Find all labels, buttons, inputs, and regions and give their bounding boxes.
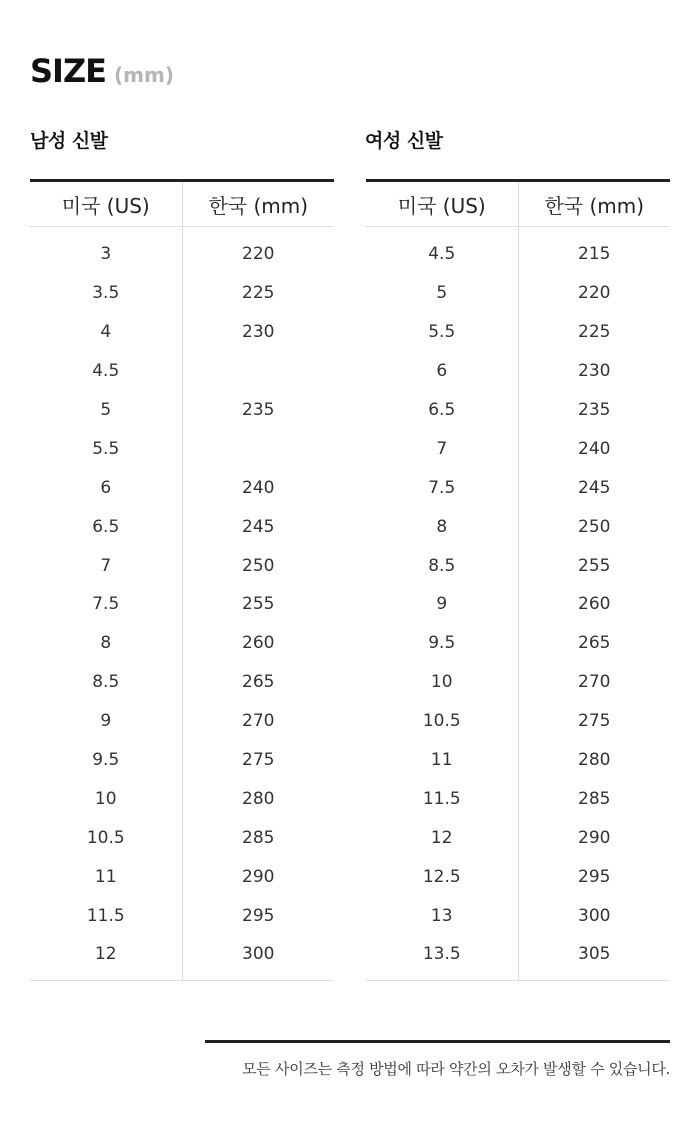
women-kr-size: 225 bbox=[578, 322, 611, 343]
women-us-size: 7.5 bbox=[366, 468, 518, 507]
men-size-row bbox=[30, 274, 334, 313]
men-us-size: 5 bbox=[30, 391, 182, 430]
men-us-size: 7.5 bbox=[30, 585, 182, 624]
women-kr-size: 270 bbox=[578, 672, 611, 693]
title-text: SIZE bbox=[30, 52, 107, 90]
men-size-row bbox=[30, 741, 334, 780]
men-us-size: 4 bbox=[30, 313, 182, 352]
men-kr-size: 250 bbox=[242, 555, 275, 576]
women-size-row bbox=[366, 585, 670, 624]
men-us-size: 3 bbox=[30, 227, 182, 274]
women-size-row bbox=[366, 741, 670, 780]
men-kr-size: 220 bbox=[242, 244, 275, 265]
women-size-row bbox=[366, 857, 670, 896]
men-size-row bbox=[30, 585, 334, 624]
men-kr-size: 260 bbox=[242, 633, 275, 654]
women-kr-size: 275 bbox=[578, 711, 611, 732]
men-kr-size: 300 bbox=[182, 935, 334, 980]
men-us-size: 10.5 bbox=[30, 818, 182, 857]
men-us-size: 6.5 bbox=[30, 507, 182, 546]
men-kr-size: 225 bbox=[242, 283, 275, 304]
women-us-size: 9 bbox=[366, 585, 518, 624]
men-col-us: 미국 (US) bbox=[30, 181, 182, 227]
women-col-us: 미국 (US) bbox=[366, 181, 518, 227]
women-us-size: 12.5 bbox=[366, 857, 518, 896]
women-kr-size: 260 bbox=[578, 594, 611, 615]
men-kr-size: 280 bbox=[242, 788, 275, 809]
women-size-row bbox=[366, 391, 670, 430]
women-size-row bbox=[366, 507, 670, 546]
women-us-size: 10.5 bbox=[366, 702, 518, 741]
men-size-table bbox=[30, 179, 334, 981]
men-size-row bbox=[30, 468, 334, 507]
men-header-row bbox=[30, 181, 334, 227]
men-kr-size: 240 bbox=[242, 477, 275, 498]
men-size-row bbox=[30, 352, 334, 391]
men-kr-size: 265 bbox=[242, 672, 275, 693]
women-kr-size: 215 bbox=[578, 244, 611, 265]
women-size-row bbox=[366, 429, 670, 468]
women-us-size: 8.5 bbox=[366, 546, 518, 585]
women-us-size: 11 bbox=[366, 741, 518, 780]
women-us-size: 5 bbox=[366, 274, 518, 313]
women-kr-size: 305 bbox=[518, 935, 670, 980]
women-kr-size: 250 bbox=[578, 516, 611, 537]
women-us-size: 10 bbox=[366, 663, 518, 702]
men-size-row bbox=[30, 663, 334, 702]
men-size-row bbox=[30, 818, 334, 857]
women-size-row bbox=[366, 896, 670, 935]
men-us-size: 7 bbox=[30, 546, 182, 585]
women-size-row bbox=[366, 352, 670, 391]
men-size-row bbox=[30, 702, 334, 741]
men-kr-size: 245 bbox=[242, 516, 275, 537]
men-kr-size: 290 bbox=[242, 866, 275, 887]
women-us-size: 13 bbox=[366, 896, 518, 935]
men-size-row bbox=[30, 779, 334, 818]
men-us-size: 5.5 bbox=[30, 429, 182, 468]
women-us-size: 6 bbox=[366, 352, 518, 391]
women-kr-size: 285 bbox=[578, 788, 611, 809]
men-size-row bbox=[30, 935, 334, 980]
men-us-size: 9 bbox=[30, 702, 182, 741]
women-size-row bbox=[366, 546, 670, 585]
men-size-row bbox=[30, 896, 334, 935]
men-us-size: 3.5 bbox=[30, 274, 182, 313]
women-us-size: 8 bbox=[366, 507, 518, 546]
women-us-size: 7 bbox=[366, 429, 518, 468]
men-us-size: 4.5 bbox=[30, 352, 182, 391]
women-us-size: 13.5 bbox=[366, 935, 518, 980]
women-size-row bbox=[366, 468, 670, 507]
women-kr-size: 240 bbox=[578, 438, 611, 459]
women-size-table bbox=[366, 179, 670, 981]
women-size-row bbox=[366, 935, 670, 980]
footnote: 모든 사이즈는 측정 방법에 따라 약간의 오차가 발생할 수 있습니다. bbox=[242, 1060, 670, 1078]
men-us-size: 9.5 bbox=[30, 741, 182, 780]
women-kr-size: 230 bbox=[578, 361, 611, 382]
women-table-body bbox=[366, 227, 670, 981]
men-us-size: 11.5 bbox=[30, 896, 182, 935]
men-size-row bbox=[30, 313, 334, 352]
men-table-body bbox=[30, 227, 334, 981]
men-col-kr: 한국 (mm) bbox=[182, 181, 334, 227]
women-header-row bbox=[366, 181, 670, 227]
men-us-size: 11 bbox=[30, 857, 182, 896]
men-size-row bbox=[30, 546, 334, 585]
men-kr-size: 295 bbox=[242, 905, 275, 926]
women-size-row bbox=[366, 274, 670, 313]
women-size-row bbox=[366, 702, 670, 741]
men-kr-size: 255 bbox=[242, 594, 275, 615]
women-kr-size: 295 bbox=[578, 866, 611, 887]
women-kr-size: 265 bbox=[578, 633, 611, 654]
men-size-row bbox=[30, 507, 334, 546]
women-size-row bbox=[366, 624, 670, 663]
women-us-size: 5.5 bbox=[366, 313, 518, 352]
women-kr-size: 245 bbox=[578, 477, 611, 498]
men-us-size: 10 bbox=[30, 779, 182, 818]
women-size-row bbox=[366, 779, 670, 818]
women-kr-size: 220 bbox=[578, 283, 611, 304]
women-size-row bbox=[366, 227, 670, 274]
men-kr-size: 275 bbox=[242, 750, 275, 771]
men-us-size: 8 bbox=[30, 624, 182, 663]
men-us-size: 8.5 bbox=[30, 663, 182, 702]
women-kr-size: 300 bbox=[578, 905, 611, 926]
men-kr-size: 270 bbox=[242, 711, 275, 732]
women-kr-size: 290 bbox=[578, 827, 611, 848]
men-size-row bbox=[30, 391, 334, 430]
men-kr-size bbox=[182, 429, 334, 468]
men-us-size: 6 bbox=[30, 468, 182, 507]
page-title bbox=[30, 52, 174, 92]
women-size-row bbox=[366, 663, 670, 702]
men-kr-size: 230 bbox=[242, 322, 275, 343]
women-us-size: 6.5 bbox=[366, 391, 518, 430]
women-kr-size: 235 bbox=[578, 400, 611, 420]
women-kr-size: 255 bbox=[578, 555, 611, 576]
women-kr-size: 280 bbox=[578, 750, 611, 771]
men-size-row bbox=[30, 429, 334, 468]
women-us-size: 9.5 bbox=[366, 624, 518, 663]
men-size-row bbox=[30, 857, 334, 896]
women-us-size: 4.5 bbox=[366, 227, 518, 274]
women-section-title: 여성 신발 bbox=[365, 130, 443, 152]
women-us-size: 12 bbox=[366, 818, 518, 857]
men-section-title: 남성 신발 bbox=[30, 130, 108, 152]
note-divider bbox=[205, 1040, 670, 1043]
men-size-row bbox=[30, 227, 334, 274]
men-kr-size bbox=[182, 352, 334, 391]
men-kr-size: 285 bbox=[242, 827, 275, 848]
women-size-row bbox=[366, 313, 670, 352]
men-us-size: 12 bbox=[30, 935, 182, 980]
men-size-row bbox=[30, 624, 334, 663]
women-us-size: 11.5 bbox=[366, 779, 518, 818]
women-size-row bbox=[366, 818, 670, 857]
men-kr-size: 235 bbox=[242, 400, 275, 420]
women-col-kr: 한국 (mm) bbox=[518, 181, 670, 227]
title-unit: (mm) bbox=[114, 63, 174, 87]
